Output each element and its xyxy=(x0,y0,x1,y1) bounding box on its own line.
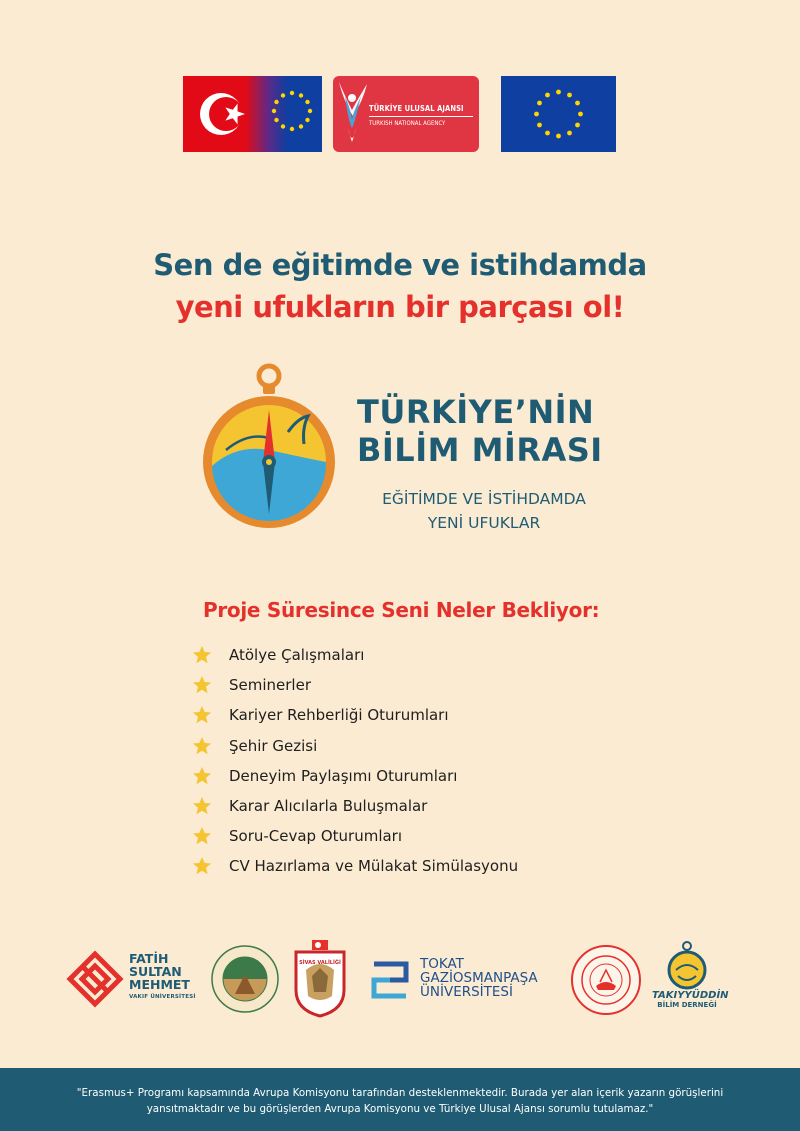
project-subtitle xyxy=(358,487,610,535)
project-title-line-2: BİLİM MİRASI xyxy=(357,431,603,469)
list-item xyxy=(192,640,518,670)
fsm-line-1: FATİH xyxy=(129,951,169,966)
turkey-eu-flag xyxy=(183,76,322,152)
fsm-line-4: VAKIF ÜNİVERSİTESİ xyxy=(129,994,196,1000)
fsm-university-name xyxy=(129,952,196,1004)
star-icon xyxy=(192,826,212,846)
list-item xyxy=(192,700,518,730)
eu-flag xyxy=(501,76,616,152)
list-item xyxy=(192,791,518,821)
top-logo-bar xyxy=(183,76,616,152)
tokat-gop-university-logo xyxy=(368,960,412,1000)
takiyyuddin-name xyxy=(652,990,729,1009)
section-title: Proje Süresince Seni Neler Bekliyor: xyxy=(203,598,600,622)
project-subtitle-line-1: EĞİTİMDE VE İSTİHDAMDA xyxy=(382,490,586,508)
list-item xyxy=(192,731,518,761)
headline-line-1: Sen de eğitimde ve istihdamda xyxy=(153,248,647,282)
fsm-line-3: MEHMET xyxy=(129,977,190,992)
tokat-line-3: ÜNİVERSİTESİ xyxy=(420,984,513,1000)
tokat-line-1: TOKAT xyxy=(420,956,464,972)
agency-name: TÜRKİYE ULUSAL AJANSI xyxy=(369,104,464,113)
list-item xyxy=(192,821,518,851)
star-icon xyxy=(192,675,212,695)
list-item-label: CV Hazırlama ve Mülakat Simülasyonu xyxy=(229,857,519,876)
takiyyuddin-logo xyxy=(664,940,710,990)
footer-disclaimer xyxy=(0,1068,800,1131)
tokat-line-2: GAZİOSMANPAŞA xyxy=(420,970,538,986)
agency-name-en: TURKISH NATIONAL AGENCY xyxy=(369,120,446,127)
project-title xyxy=(357,393,603,469)
list-item xyxy=(192,670,518,700)
takiyyuddin-line-2: BİLİM DERNEĞİ xyxy=(657,1001,717,1009)
ministry-of-education-seal xyxy=(570,944,642,1016)
project-title-line-1: TÜRKİYE’NİN xyxy=(357,393,595,431)
star-icon xyxy=(192,645,212,665)
compass-logo-icon xyxy=(196,362,346,552)
list-item-label: Soru-Cevap Oturumları xyxy=(229,827,403,846)
disclaimer-line-2: yansıtmaktadır ve bu görüşlerden Avrupa Komisyonu ve Türkiye Ulusal Ajansı sorumlu tutulamaz." xyxy=(146,1103,654,1115)
project-subtitle-line-2: YENİ UFUKLAR xyxy=(427,514,541,532)
disclaimer-line-1: "Erasmus+ Programı kapsamında Avrupa Komisyonu tarafından desteklenmektedir. Burada yer alan içerik yazarın görüşlerini xyxy=(76,1087,724,1099)
fuat-sezgin-institute-seal xyxy=(210,944,280,1014)
sivas-governorship-logo xyxy=(292,940,348,1018)
list-item-label: Deneyim Paylaşımı Oturumları xyxy=(229,766,458,785)
partner-logos xyxy=(60,940,750,1020)
headline-line-2: yeni ufukların bir parçası ol! xyxy=(175,290,625,324)
list-item-label: Atölye Çalışmaları xyxy=(229,646,365,665)
activity-list xyxy=(192,640,518,882)
star-icon xyxy=(192,796,212,816)
list-item-label: Şehir Gezisi xyxy=(229,736,318,755)
list-item-label: Seminerler xyxy=(229,676,311,695)
turkish-national-agency-logo xyxy=(333,76,479,152)
takiyyuddin-line-1: TAKIYYÜDDİN xyxy=(652,990,729,1001)
star-icon xyxy=(192,766,212,786)
list-item-label: Karar Alıcılarla Buluşmalar xyxy=(229,797,428,816)
list-item xyxy=(192,761,518,791)
headline xyxy=(0,248,800,324)
fsm-university-logo xyxy=(66,950,124,1008)
sivas-label: SİVAS VALİLİĞİ xyxy=(299,960,341,966)
list-item xyxy=(192,851,518,881)
star-icon xyxy=(192,736,212,756)
fsm-line-2: SULTAN xyxy=(129,964,182,979)
star-icon xyxy=(192,856,212,876)
tokat-university-name xyxy=(420,957,538,999)
list-item-label: Kariyer Rehberliği Oturumları xyxy=(229,706,449,725)
star-icon xyxy=(192,705,212,725)
